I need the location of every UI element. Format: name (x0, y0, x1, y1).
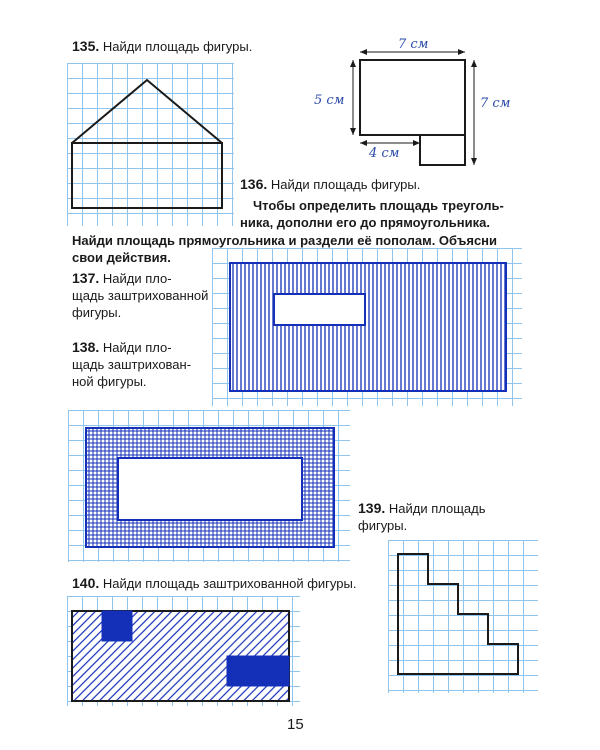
task-136-line-2: ника, дополни его до прямоугольника. (240, 215, 490, 230)
task-138-line-1 (72, 339, 172, 356)
task-139-line-1 (358, 500, 486, 517)
task-number: 138. (72, 339, 100, 355)
task-136-figure (340, 40, 490, 170)
task-138-figure (68, 410, 350, 562)
task-number: 140. (72, 575, 100, 591)
task-number: 136. (240, 176, 268, 192)
task-137-line-2: щадь заштрихованной (72, 288, 209, 303)
task-138-line-2: щадь заштрихован- (72, 357, 192, 372)
task-text: Найди площадь фигуры. (102, 39, 253, 54)
task-137-line-3: фигуры. (72, 305, 122, 320)
task-135-heading (72, 38, 252, 55)
page-number: 15 (287, 716, 304, 733)
label-bottom-4cm: 4 см (369, 146, 400, 161)
task-text: Найди пло- (102, 271, 172, 286)
task-136-line-3: Найди площадь прямоугольника и раздели её пополам. Объясни (72, 233, 498, 248)
label-top-7cm: 7 см (398, 37, 429, 52)
task-140-figure (67, 596, 300, 706)
task-136-line-4: свои действия. (72, 250, 171, 265)
label-right-7cm: 7 см (480, 96, 511, 111)
task-text: Найди площадь заштрихованной фигуры. (102, 576, 357, 591)
task-text: Найди пло- (102, 340, 172, 355)
task-text: Найди площадь (388, 501, 486, 516)
task-number: 139. (358, 500, 386, 516)
task-136-heading (240, 176, 420, 193)
task-137-figure (212, 248, 522, 406)
task-140-heading (72, 575, 356, 592)
task-135-house-figure (67, 63, 234, 226)
task-136-line-1: Чтобы определить площадь треуголь- (253, 198, 504, 213)
task-text: Найди площадь фигуры. (270, 177, 421, 192)
task-139-line-2: фигуры. (358, 518, 408, 533)
task-138-line-3: ной фигуры. (72, 374, 147, 389)
label-left-5cm: 5 см (314, 93, 345, 108)
task-139-staircase-figure (388, 540, 538, 693)
task-number: 135. (72, 38, 100, 54)
task-number: 137. (72, 270, 100, 286)
task-137-line-1 (72, 270, 172, 287)
